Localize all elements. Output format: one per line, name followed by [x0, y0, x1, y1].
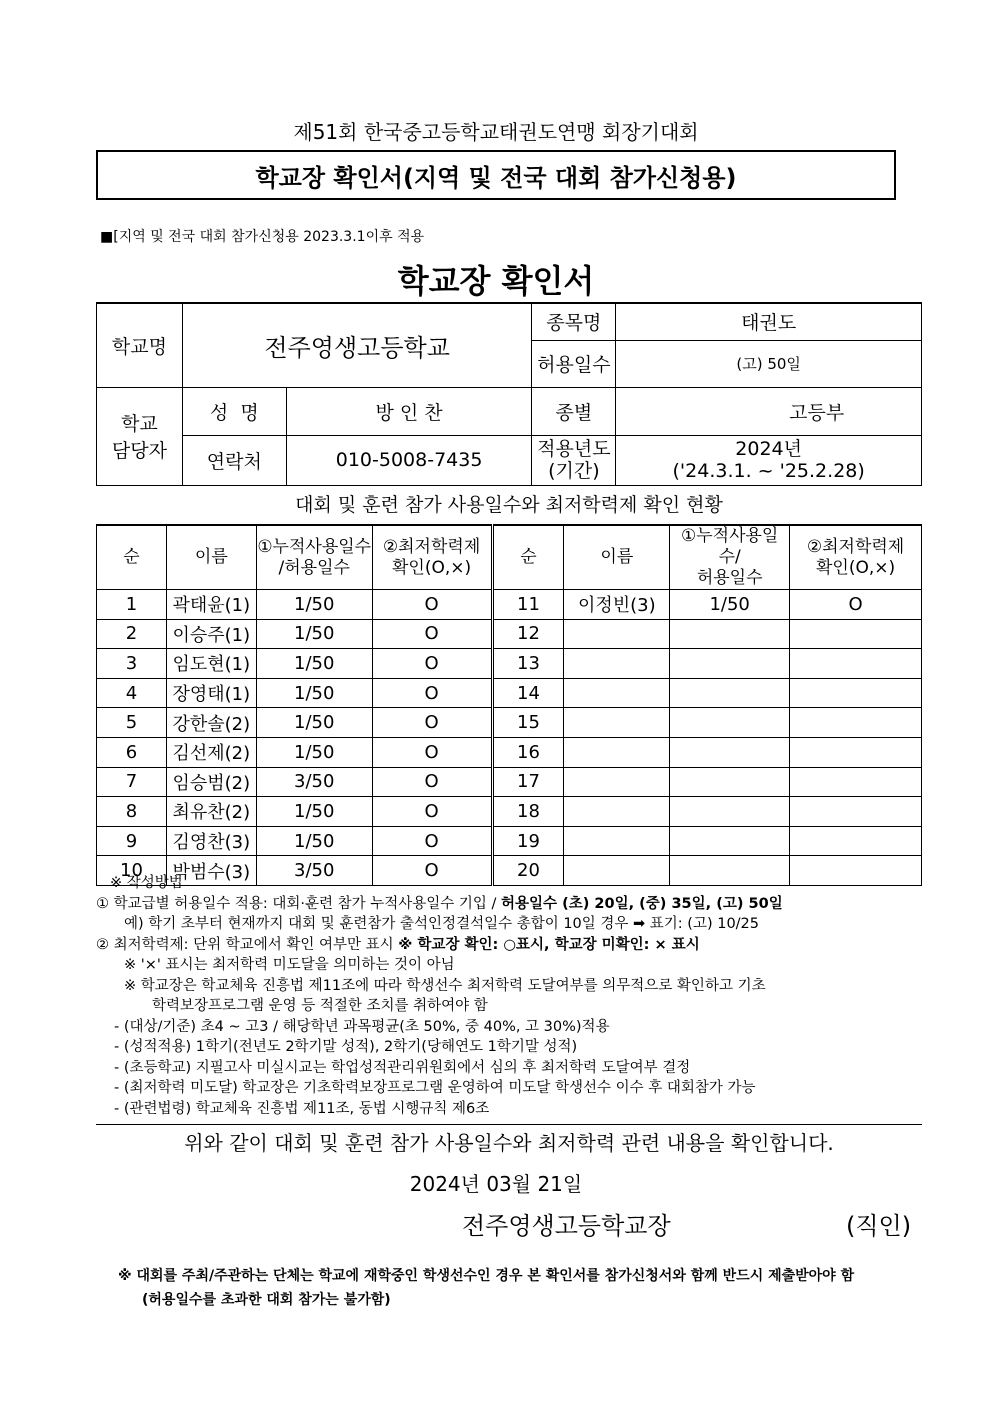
days-used: 1/50: [256, 590, 372, 620]
main-title: 학교장 확인서: [397, 262, 595, 300]
footer-note: [118, 1264, 854, 1312]
student-name: 임승범(2): [166, 767, 256, 797]
official-seal-label: (직인): [846, 1212, 912, 1240]
sport-value: 태권도: [616, 303, 922, 340]
writing-method: [96, 873, 926, 1119]
row-no-2: 18: [492, 797, 564, 827]
method-line-11: - (관련법령) 학교체육 진흥법 제11조, 동법 시행규칙 제6조: [114, 1100, 490, 1117]
row-no-2: 17: [492, 767, 564, 797]
manager-label: 학교 담당자: [97, 387, 183, 485]
method-line-9: - (초등학교) 지필고사 미실시교는 학업성적관리위원회에서 심의 후 최저학력 도달여부 결정: [114, 1059, 691, 1076]
method-line-4: ※ '×' 표시는 최저학력 미도달을 의미하는 것이 아님: [124, 957, 455, 973]
row-no-2: 12: [492, 619, 564, 649]
student-name: 임도현(1): [166, 649, 256, 679]
min-academic-check: O: [372, 678, 492, 708]
table-row: [97, 797, 922, 827]
min-academic-check-2: [790, 737, 922, 767]
method-line-3-mark: ※ 학교장 확인: ○표시, 학교장 미확인: × 표시: [398, 936, 700, 953]
allowed-days-label: 허용일수: [532, 340, 616, 387]
days-used: 1/50: [256, 737, 372, 767]
student-name-2: [564, 767, 670, 797]
student-name-2: [564, 708, 670, 738]
col-no: 순: [97, 525, 167, 590]
col-check-2: ②최저학력제 확인(O,×): [790, 525, 922, 590]
status-table: [96, 524, 922, 886]
days-used-2: [670, 767, 790, 797]
col-no-2: 순: [492, 525, 564, 590]
student-name-2: [564, 737, 670, 767]
row-no: 5: [97, 708, 167, 738]
row-no: 9: [97, 826, 167, 856]
row-no: 4: [97, 678, 167, 708]
table-row: [97, 737, 922, 767]
sport-label: 종목명: [532, 303, 616, 340]
method-line-1-allowed: 허용일수 (초) 20일, (중) 35일, (고) 50일: [501, 895, 783, 912]
footer-line-1: ※ 대회를 주최/주관하는 단체는 학교에 재학중인 학생선수인 경우 본 확인서를 참가신청서와 함께 반드시 제출받아야 함: [118, 1268, 855, 1284]
days-used-2: [670, 737, 790, 767]
principal-name: 전주영생고등학교장: [462, 1212, 671, 1240]
min-academic-check: O: [372, 856, 492, 886]
method-line-3: ② 최저학력제: 단위 학교에서 확인 여부만 표시: [96, 936, 399, 953]
row-no-2: 13: [492, 649, 564, 679]
school-name-label: 학교명: [97, 303, 183, 387]
col-name: 이름: [166, 525, 256, 590]
days-used-2: [670, 708, 790, 738]
row-no-2: 20: [492, 856, 564, 886]
col-name-2: 이름: [564, 525, 670, 590]
min-academic-check: O: [372, 708, 492, 738]
manager-name-label: 성 명: [182, 387, 286, 435]
student-name: 곽태윤(1): [166, 590, 256, 620]
row-no: 2: [97, 619, 167, 649]
method-line-1: ① 학교급별 허용일수 적용: 대회·훈련 참가 누적사용일수 기입 /: [96, 895, 502, 912]
document-title: 학교장 확인서(지역 및 전국 대회 참가신청용): [96, 150, 896, 200]
days-used: 1/50: [256, 619, 372, 649]
footer-line-2: (허용일수를 초과한 대회 참가는 불가함): [142, 1292, 391, 1308]
method-line-6: 학력보장프로그램 운영 등 적절한 조치를 취하여야 함: [152, 998, 488, 1014]
method-line-5: ※ 학교장은 학교체육 진흥법 제11조에 따라 학생선수 최저학력 도달여부를 의무적으로 확인하고 기초: [124, 977, 766, 994]
days-used-2: 1/50: [670, 590, 790, 620]
min-academic-check-2: [790, 678, 922, 708]
student-name: 김영찬(3): [166, 826, 256, 856]
student-name-2: [564, 649, 670, 679]
student-name-2: [564, 678, 670, 708]
student-name: 이승주(1): [166, 619, 256, 649]
manager-name: 방 인 찬: [286, 387, 532, 435]
student-name-2: [564, 826, 670, 856]
student-name-2: [564, 797, 670, 827]
days-used: 1/50: [256, 826, 372, 856]
days-used: 1/50: [256, 797, 372, 827]
status-header-row: [97, 525, 922, 590]
year-label: 적용년도 (기간): [532, 435, 616, 485]
col-check: ②최저학력제 확인(O,×): [372, 525, 492, 590]
min-academic-check-2: [790, 649, 922, 679]
division-value: 고등부: [616, 387, 922, 435]
student-name: 최유찬(2): [166, 797, 256, 827]
allowed-days-value: (고) 50일: [616, 340, 922, 387]
table-row: [97, 619, 922, 649]
row-no-2: 14: [492, 678, 564, 708]
table-row: [97, 767, 922, 797]
row-no: 7: [97, 767, 167, 797]
days-used: 1/50: [256, 678, 372, 708]
col-days: ①누적사용일수 /허용일수: [256, 525, 372, 590]
method-line-2: 예) 학기 초부터 현재까지 대회 및 훈련참가 출석인정결석일수 총합이 10일 경우 ➡ 표기: (고) 10/25: [124, 916, 760, 932]
row-no-2: 11: [492, 590, 564, 620]
min-academic-check-2: O: [790, 590, 922, 620]
min-academic-check: O: [372, 737, 492, 767]
days-used-2: [670, 678, 790, 708]
method-line-10: - (최저학력 미도달) 학교장은 기초학력보장프로그램 운영하여 미도달 학생선수 이수 후 대회참가 가능: [114, 1080, 756, 1096]
table-row: [97, 678, 922, 708]
confirmation-sentence: 위와 같이 대회 및 훈련 참가 사용일수와 최저학력 관련 내용을 확인합니다.: [96, 1124, 922, 1156]
student-name: 박범수(3): [166, 856, 256, 886]
issue-date: 2024년 03월 21일: [409, 1172, 583, 1196]
status-title: 대회 및 훈련 참가 사용일수와 최저학력제 확인 현황: [295, 494, 723, 516]
table-row: [97, 649, 922, 679]
min-academic-check: O: [372, 767, 492, 797]
days-used: 3/50: [256, 767, 372, 797]
days-used-2: [670, 619, 790, 649]
method-line-8: - (성적적용) 1학기(전년도 2학기말 성적), 2학기(당해연도 1학기말 성적): [114, 1039, 578, 1055]
min-academic-check: O: [372, 797, 492, 827]
min-academic-check: O: [372, 826, 492, 856]
row-no: 6: [97, 737, 167, 767]
min-academic-check-2: [790, 826, 922, 856]
min-academic-check-2: [790, 797, 922, 827]
min-academic-check-2: [790, 708, 922, 738]
school-name: 전주영생고등학교: [182, 303, 532, 387]
row-no: 8: [97, 797, 167, 827]
days-used-2: [670, 797, 790, 827]
days-used: 1/50: [256, 649, 372, 679]
row-no: 1: [97, 590, 167, 620]
min-academic-check: O: [372, 590, 492, 620]
student-name: 장영태(1): [166, 678, 256, 708]
year-value: 2024년 ('24.3.1. ~ '25.2.28): [616, 435, 922, 485]
table-row: [97, 590, 922, 620]
min-academic-check-2: [790, 767, 922, 797]
method-line-7: - (대상/기준) 초4 ~ 고3 / 해당학년 과목평균(초 50%, 중 40%, 고 30%)적용: [114, 1018, 610, 1035]
min-academic-check: O: [372, 619, 492, 649]
event-title: 제51회 한국중고등학교태권도연맹 회장기대회: [293, 120, 699, 144]
division-label: 종별: [532, 387, 616, 435]
row-no-2: 16: [492, 737, 564, 767]
student-name-2: 이정빈(3): [564, 590, 670, 620]
days-used: 1/50: [256, 708, 372, 738]
student-name: 김선제(2): [166, 737, 256, 767]
student-name-2: [564, 619, 670, 649]
min-academic-check: O: [372, 649, 492, 679]
row-no: 10: [97, 856, 167, 886]
application-note: ■[지역 및 전국 대회 참가신청용 2023.3.1이후 적용: [100, 229, 425, 245]
days-used-2: [670, 649, 790, 679]
days-used-2: [670, 826, 790, 856]
col-days-2: ①누적사용일수/ 허용일수: [670, 525, 790, 590]
row-no-2: 19: [492, 826, 564, 856]
row-no-2: 15: [492, 708, 564, 738]
row-no: 3: [97, 649, 167, 679]
min-academic-check-2: [790, 619, 922, 649]
contact-value: 010-5008-7435: [286, 435, 532, 485]
method-heading: ※ 작성방법: [110, 875, 183, 891]
student-name: 강한솔(2): [166, 708, 256, 738]
contact-label: 연락처: [182, 435, 286, 485]
table-row: [97, 708, 922, 738]
table-row: [97, 826, 922, 856]
school-info-table: [96, 302, 922, 486]
days-used: 3/50: [256, 856, 372, 886]
